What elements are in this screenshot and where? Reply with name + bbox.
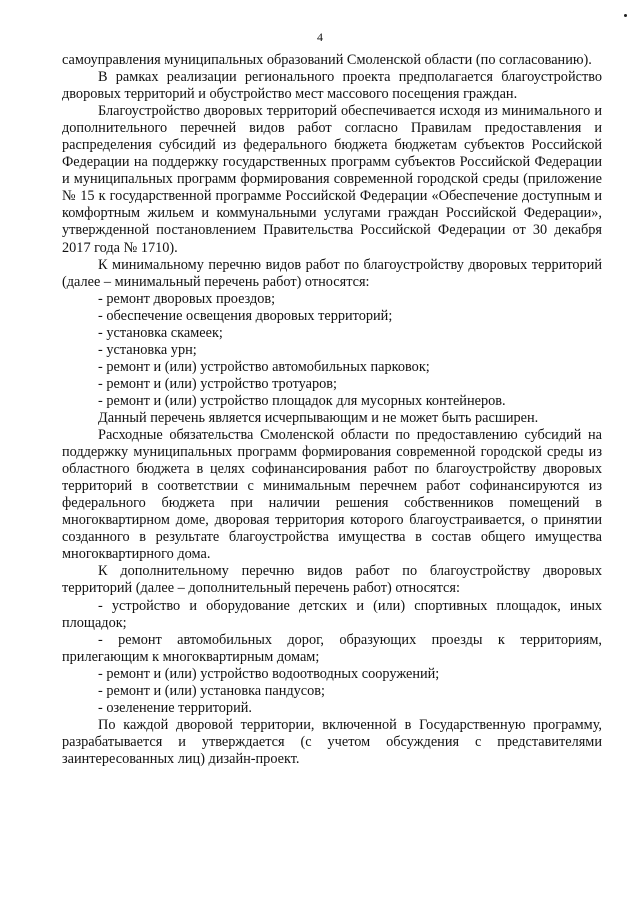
paragraph: К дополнительному перечню видов работ по благоустройству дворовых территорий (далее – дополнительный перечень работ) относятся: [62,563,602,597]
list-item: - ремонт и (или) устройство водоотводных сооружений; [98,665,440,682]
paragraph: Благоустройство дворовых территорий обеспечивается исходя из минимального и дополнительного перечней видов работ согласно Правилам предоставления и распределения субсидий из федерального бюджета бюджетам субъектов Российской Федерации на поддержку государственных программ субъектов Российской Федерации и муниципальных программ формирования современной городской среды (приложение № 15 к государственной программе Российской Федерации «Обеспечение доступным и комфортным жильем и коммунальными услугами граждан Российской Федерации», утвержденной постановлением Правительства Российской Федерации от 30 декабря 2017 года № 1710). [62,103,602,256]
list-item: - озеленение территорий. [98,699,252,716]
page-number: 4 [317,30,323,44]
list-item: - установка урн; [98,341,197,358]
list-item: - обеспечение освещения дворовых территорий; [98,307,393,324]
list-item: - ремонт и (или) устройство тротуаров; [98,375,338,392]
paragraph: Данный перечень является исчерпывающим и не может быть расширен. [98,409,539,426]
paragraph: Расходные обязательства Смоленской области по предоставлению субсидий на поддержку муниципальных программ формирования современной городской среды из областного бюджета в целях софинансирования работ по благоустройству дворовых территорий в соответствии с минимальным перечнем работ софинансируются из федерального бюджета при наличии решения собственников помещений в многоквартирном доме, дворовая территория которого благоустраивается, о принятии созданного в результате благоустройства имущества в состав общего имущества многоквартирного дома. [62,427,602,563]
paragraph: По каждой дворовой территории, включенной в Государственную программу, разрабатывается и утверждается (с учетом обсуждения с представителями заинтересованных лиц) дизайн-проект. [62,716,602,767]
document-body [62,52,602,768]
list-item: - ремонт дворовых проездов; [98,290,276,307]
list-item: - ремонт и (или) устройство автомобильных парковок; [98,358,430,375]
list-item: - установка скамеек; [98,324,223,341]
paragraph: В рамках реализации регионального проекта предполагается благоустройство дворовых территорий и обустройство мест массового посещения граждан. [62,69,602,103]
list-item: - ремонт и (или) устройство площадок для мусорных контейнеров. [98,392,506,409]
list-item: - устройство и оборудование детских и (или) спортивных площадок, иных площадок; [62,597,602,631]
paragraph: самоуправления муниципальных образований Смоленской области (по согласованию). [62,52,592,68]
paragraph: К минимальному перечню видов работ по благоустройству дворовых территорий (далее – минимальный перечень работ) относятся: [62,256,602,290]
list-item: - ремонт автомобильных дорог, образующих проезды к территориям, прилегающим к многоквартирным домам; [62,631,602,665]
scan-mark [624,14,627,17]
list-item: - ремонт и (или) установка пандусов; [98,682,326,699]
